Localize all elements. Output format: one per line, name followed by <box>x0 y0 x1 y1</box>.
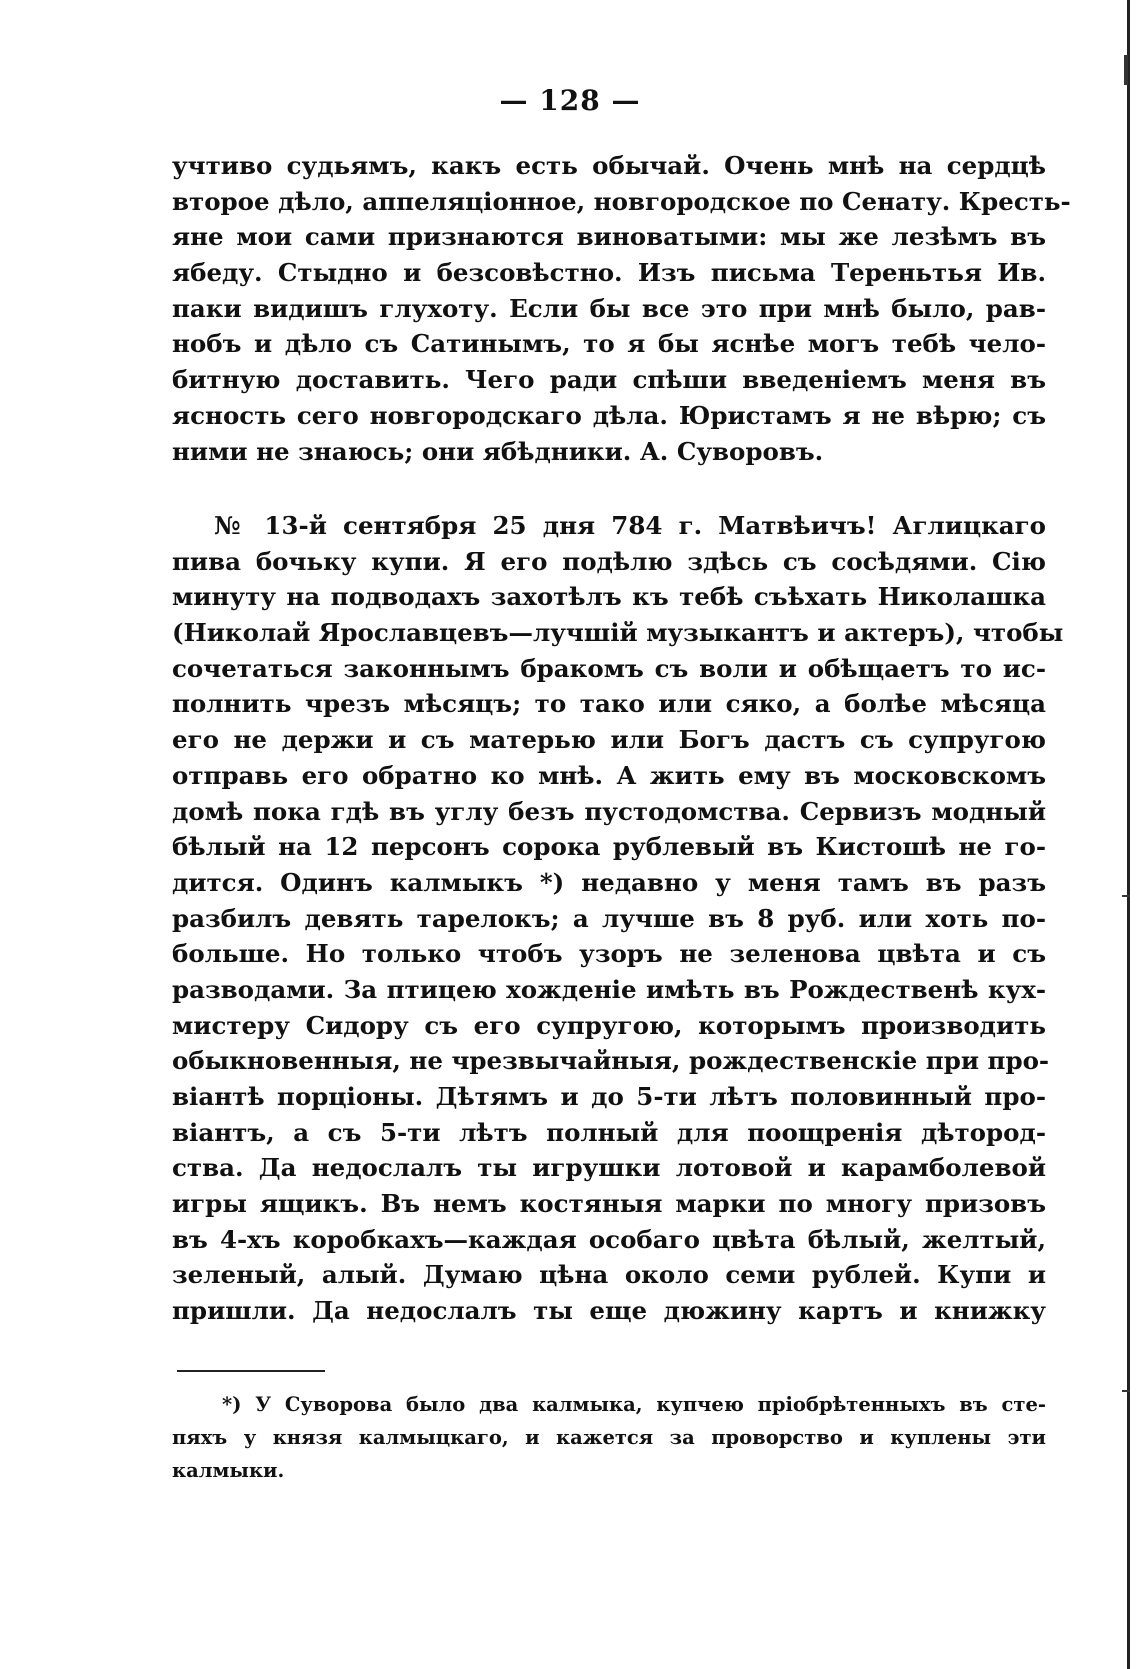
text-line: больше. Но только чтобъ узоръ не зеленова цвѣта и съ <box>172 939 1046 969</box>
edge-mark <box>1122 895 1130 897</box>
text-line: паки видишъ глухоту. Если бы все это при мнѣ было, рав- <box>172 293 1046 323</box>
text-line: віантѣ порціоны. Дѣтямъ и до 5-ти лѣтъ половинный про- <box>172 1082 1046 1111</box>
paragraph-letter-13 <box>172 508 1064 1329</box>
text-line: № 13-й сентября 25 дня 784 г. Матвѣичъ! Аглицкаго <box>214 511 1046 540</box>
text-line: обыкновенныя, не чрезвычайныя, рождественскіе при про- <box>172 1046 1050 1076</box>
text-line: сочетаться законнымъ бракомъ съ воли и обѣщаетъ то ис- <box>172 653 1046 683</box>
text-line: зеленый, алый. Думаю цѣна около семи рублей. Купи и <box>172 1260 1046 1290</box>
text-line: ясность сего новгородскаго дѣла. Юристамъ я не вѣрю; съ <box>172 400 1046 430</box>
text-line: полнить чрезъ мѣсяцъ; то тако или сяко, а болѣе мѣсяца <box>172 689 1046 719</box>
text-line: ябеду. Стыдно и безсовѣстно. Изъ письма Тереньтья Ив. <box>172 258 1046 288</box>
text-line: битную доставить. Чего ради спѣши введеніемъ меня въ <box>172 365 1046 395</box>
text-line: ства. Да недослалъ ты игрушки лотовой и карамболевой <box>172 1153 1046 1183</box>
page-edge <box>1127 0 1130 1669</box>
text-line: віантъ, а съ 5-ти лѣтъ полный для поощренія дѣтород- <box>172 1117 1046 1147</box>
text-line: второе дѣло, аппеляціонное, новгородское по Сенату. Кресть- <box>172 186 1071 216</box>
paragraph-letter-end <box>172 148 1071 469</box>
text-line: учтиво судьямъ, какъ есть обычай. Очень мнѣ на сердцѣ <box>172 151 1046 180</box>
text-line: отправь его обратно ко мнѣ. А жить ему въ московскомъ <box>172 760 1046 790</box>
footnote-rule <box>177 1370 325 1372</box>
footnote <box>172 1388 1046 1487</box>
text-line: дится. Одинъ калмыкъ *) недавно у меня тамъ въ разъ <box>172 867 1046 897</box>
text-line: пришли. Да недослалъ ты еще дюжину картъ и книжку <box>172 1296 1046 1326</box>
footnote-line: пяхъ у князя калмыцкаго, и кажется за проворство и куплены эти <box>172 1426 1046 1449</box>
text-line: яне мои сами признаются виноватыми: мы же лезѣмъ въ <box>172 222 1046 252</box>
text-line: разводами. За птицею хожденіе имѣть въ Рождественѣ кух- <box>172 974 1046 1004</box>
text-line: его не держи и съ матерью или Богъ дастъ съ супругою <box>172 725 1046 755</box>
text-line: нобъ и дѣло съ Сатинымъ, то я бы яснѣе могъ тебѣ чело- <box>172 329 1046 359</box>
text-line: (Николай Ярославцевъ—лучшій музыкантъ и актеръ), чтобы <box>172 618 1064 648</box>
text-line: минуту на подводахъ захотѣлъ къ тебѣ съѣхать Николашка <box>172 582 1046 612</box>
footnote-line: калмыки. <box>172 1459 285 1482</box>
text-line: разбилъ девять тарелокъ; а лучше въ 8 руб. или хоть по- <box>172 903 1046 933</box>
edge-mark <box>1122 1390 1130 1392</box>
text-line: въ 4-хъ коробкахъ—каждая особаго цвѣта бѣлый, желтый, <box>172 1224 1046 1254</box>
text-line: мистеру Сидору съ его супругою, которымъ производить <box>172 1010 1046 1040</box>
page-number: — 128 — <box>499 84 641 117</box>
footnote-line: *) У Суворова было два калмыка, купчею пріобрѣтенныхъ въ сте- <box>222 1393 1046 1416</box>
text-line: ними не знаюсь; они ябѣдники. А. Суворовъ. <box>172 436 824 466</box>
edge-mark <box>1124 55 1128 85</box>
text-line: бѣлый на 12 персонъ сорока рублевый въ Кистошѣ не го- <box>172 832 1046 862</box>
text-line: игры ящикъ. Въ немъ костяныя марки по многу призовъ <box>172 1189 1046 1219</box>
text-line: пива бочьку купи. Я его подѣлю здѣсь съ сосѣдями. Сію <box>172 546 1046 576</box>
text-line: домѣ пока гдѣ въ углу безъ пустодомства. Сервизъ модный <box>172 796 1046 826</box>
